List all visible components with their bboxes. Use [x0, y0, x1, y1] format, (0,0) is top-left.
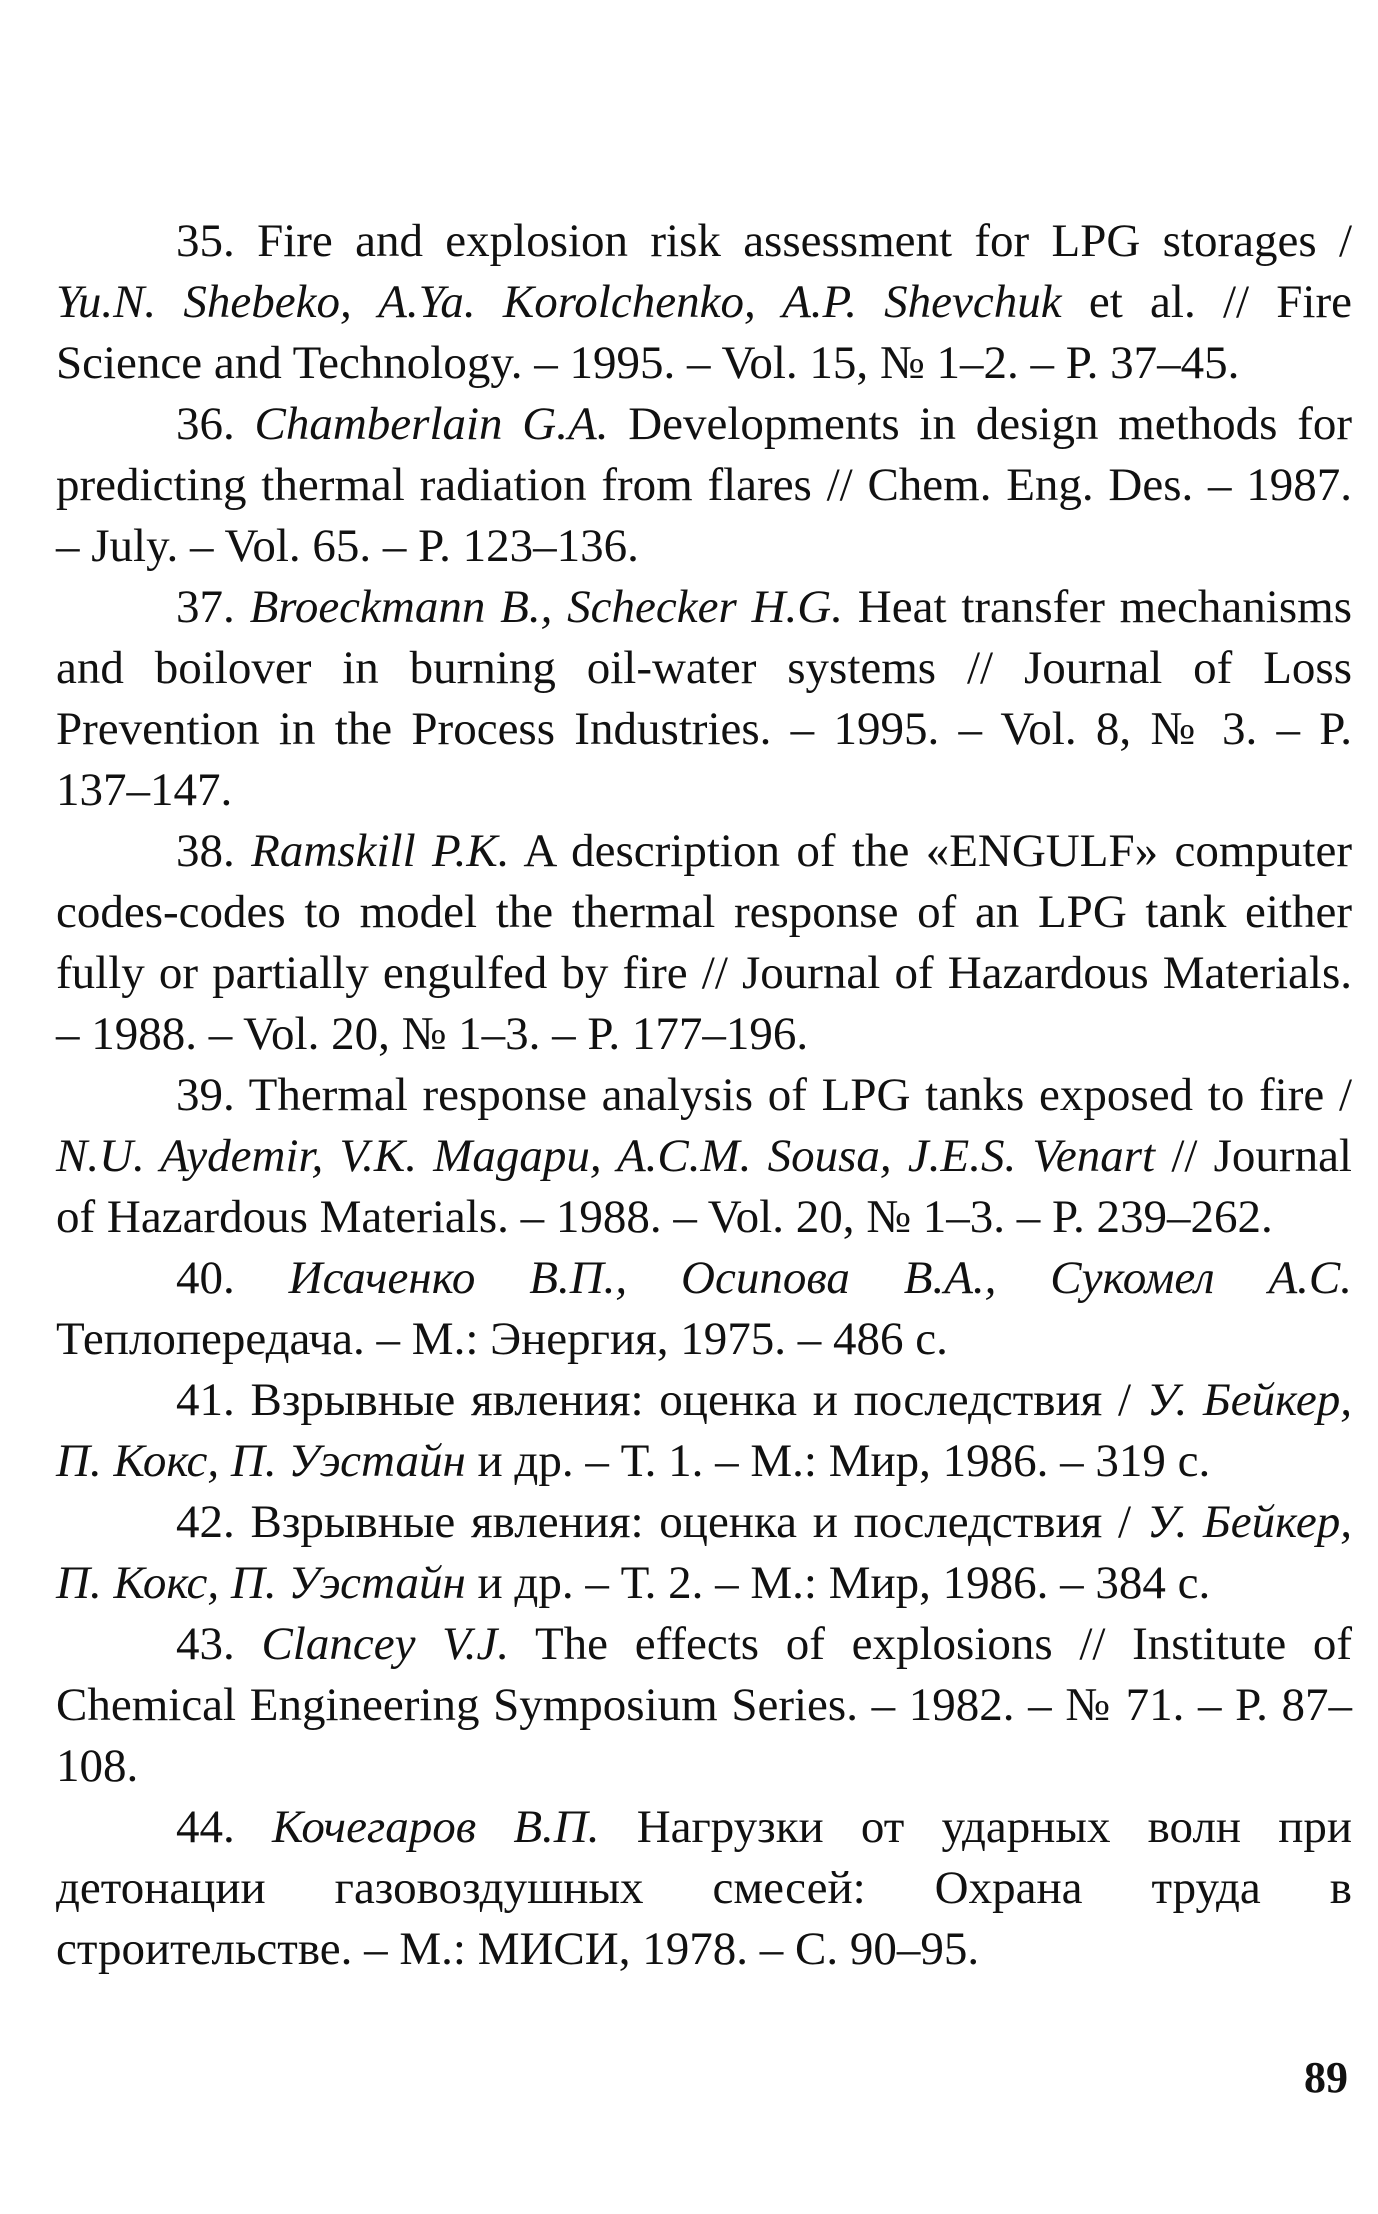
reference-source: // Journal of Hazardous Materials. – 1988. – Vol. 20, № 1–3. – P. 239–262.	[56, 1130, 1352, 1243]
reference-40	[56, 1248, 1352, 1370]
reference-number: 44.	[176, 1801, 235, 1853]
reference-source: Теплопередача. – М.: Энергия, 1975. – 486 с.	[56, 1313, 948, 1365]
reference-source: Heat transfer mechanisms and boilover in burning oil-water systems // Journal of Loss Prevention in the Process Industries. – 1995. – Vol. 8, № 3. – P. 137–147.	[56, 581, 1352, 816]
reference-authors: Clancey V.J.	[261, 1618, 510, 1670]
page-number: 89	[1304, 2053, 1348, 2102]
reference-list	[56, 211, 1352, 1980]
reference-authors: У. Бейкер, П. Кокс, П. Уэстайн	[56, 1374, 1353, 1487]
reference-number: 43.	[176, 1618, 235, 1670]
reference-39	[56, 1065, 1352, 1248]
reference-source: Developments in design methods for predicting thermal radiation from flares // Chem. Eng. Des. – 1987. – July. – Vol. 65. – P. 123–136.	[56, 398, 1353, 572]
reference-44	[56, 1797, 1352, 1980]
reference-source: Нагрузки от ударных волн при детонации газовоздушных смесей: Охрана труда в строительстве. – М.: МИСИ, 1978. – С. 90–95.	[56, 1801, 1353, 1975]
reference-title: Взрывные явления: оценка и последствия /	[250, 1496, 1132, 1548]
reference-number: 42.	[176, 1496, 235, 1548]
reference-title: Thermal response analysis of LPG tanks exposed to fire /	[248, 1069, 1352, 1121]
reference-number: 38.	[176, 825, 235, 877]
reference-number: 37.	[176, 581, 235, 633]
reference-35	[56, 211, 1352, 394]
reference-number: 35.	[176, 215, 235, 267]
reference-authors: Broeckmann B., Schecker H.G.	[249, 581, 843, 633]
reference-source: A description of the «ENGULF» computer codes-codes to model the thermal response of an LPG tank either fully or partially engulfed by fire // Journal of Hazardous Materials. – 1988. – Vol. 20, № 1–3. – P. 177–196.	[56, 825, 1352, 1060]
reference-number: 36.	[176, 398, 235, 450]
reference-authors: Chamberlain G.A.	[254, 398, 609, 450]
reference-38	[56, 821, 1352, 1065]
reference-authors: Исаченко В.П., Осипова В.А., Сукомел А.С.	[288, 1252, 1353, 1304]
reference-authors: Ramskill P.K.	[251, 825, 510, 877]
reference-43	[56, 1614, 1352, 1797]
reference-42	[56, 1492, 1352, 1614]
reference-title: Взрывные явления: оценка и последствия /	[250, 1374, 1132, 1426]
reference-number: 39.	[176, 1069, 235, 1121]
reference-number: 41.	[176, 1374, 235, 1426]
reference-authors: Кочегаров В.П.	[271, 1801, 600, 1853]
reference-authors: N.U. Aydemir, V.K. Magapu, A.C.M. Sousa, J.E.S. Venart	[56, 1130, 1156, 1182]
reference-authors: Yu.N. Shebeko, A.Ya. Korolchenko, A.P. Shevchuk	[56, 276, 1062, 328]
reference-title: Fire and explosion risk assessment for LPG storages /	[257, 215, 1352, 267]
reference-41	[56, 1370, 1352, 1492]
reference-37	[56, 577, 1352, 821]
reference-authors: У. Бейкер, П. Кокс, П. Уэстайн	[56, 1496, 1353, 1609]
reference-source: и др. – Т. 1. – М.: Мир, 1986. – 319 с.	[477, 1435, 1211, 1487]
reference-36	[56, 394, 1352, 577]
reference-number: 40.	[176, 1252, 235, 1304]
reference-source: и др. – Т. 2. – М.: Мир, 1986. – 384 с.	[477, 1557, 1211, 1609]
reference-source: The effects of explosions // Institute of Chemical Engineering Symposium Series. – 1982. – № 71. – P. 87–108.	[56, 1618, 1353, 1792]
reference-source: et al. // Fire Science and Technology. – 1995. – Vol. 15, № 1–2. – P. 37–45.	[56, 276, 1353, 389]
